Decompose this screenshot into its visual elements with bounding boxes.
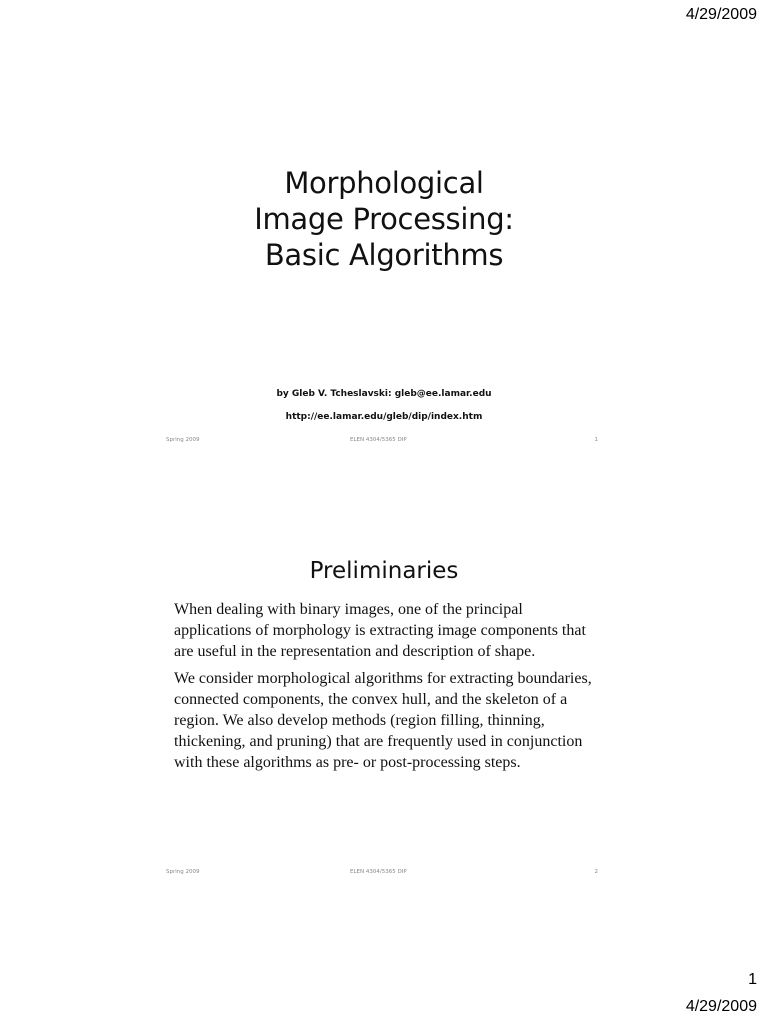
author-line: by Gleb V. Tcheslavski: gleb@ee.lamar.edu — [276, 389, 492, 399]
slide-heading: Preliminaries — [309, 558, 459, 584]
slide-title — [160, 165, 608, 273]
footer-slide-number: 1 — [594, 437, 598, 443]
footer-course: ELEN 4304/5365 DIP — [350, 869, 407, 875]
page-date-top: 4/29/2009 — [685, 6, 757, 23]
footer-course: ELEN 4304/5365 DIP — [350, 437, 407, 443]
body-paragraph: We consider morphological algorithms for extracting boundaries, connected components, the convex hull, and the skeleton of a region. We also develop methods (region filling, thinning, thickening, and pruning) that are frequently used in conjunction with these algorithms as pre- or post-processing steps. — [174, 670, 592, 771]
body-paragraph: When dealing with binary images, one of the principal applications of morphology is extracting image components that are useful in the representation and description of shape. — [174, 601, 586, 660]
slide-2 — [160, 545, 608, 880]
page-date-bottom: 4/29/2009 — [685, 998, 757, 1015]
footer-semester: Spring 2009 — [166, 869, 200, 875]
slide-title-line: Basic Algorithms — [264, 238, 504, 272]
slide-title-line: Image Processing: — [254, 202, 514, 236]
footer-slide-number: 2 — [594, 869, 598, 875]
slide-title-line: Morphological — [284, 166, 484, 200]
page-number: 1 — [748, 971, 757, 988]
footer-semester: Spring 2009 — [166, 437, 200, 443]
slide-1 — [160, 165, 608, 450]
course-url: http://ee.lamar.edu/gleb/dip/index.htm — [285, 412, 483, 422]
slide-body — [174, 599, 602, 779]
